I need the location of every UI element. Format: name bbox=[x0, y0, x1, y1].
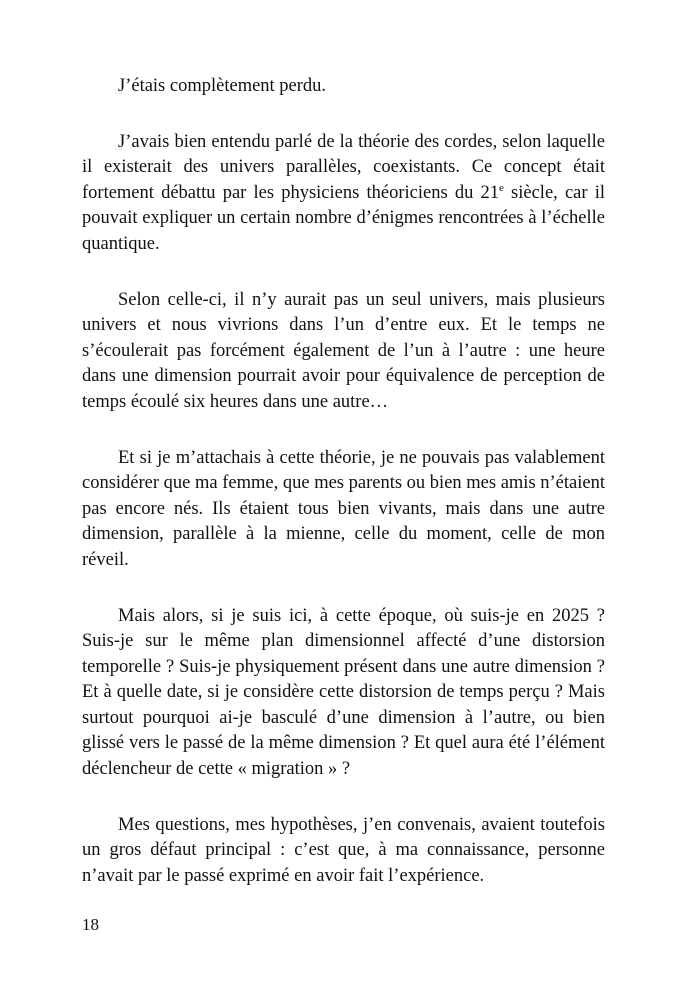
paragraph-3: Selon celle-ci, il n’y aurait pas un seul univers, mais plusieurs univers et nous vivrions dans l’un d’entre eux. Et le temps ne s’écoulerait pas forcément également de l’un à l’autre : une heure dans une dimension pourrait avoir pour équivalence de perception de temps écoulé six heures dans une autre… bbox=[82, 289, 605, 412]
paragraph-2 bbox=[82, 130, 605, 258]
paragraph-1: J’étais complètement perdu. bbox=[118, 76, 327, 96]
page-number: 18 bbox=[82, 915, 99, 934]
paragraph-2-text-after-superscript: siècle, car il pouvait expliquer un certain nombre d’énigmes rencontrées à l’échelle quantique. bbox=[82, 182, 605, 254]
paragraph-6: Mes questions, mes hypothèses, j’en convenais, avaient toutefois un gros défaut principal : c’est que, à ma connaissance, personne n’avait par le passé exprimé en avoir fait l’expérience. bbox=[82, 814, 605, 886]
paragraph-2-text-before-superscript: J’avais bien entendu parlé de la théorie des cordes, selon laquelle il existerait des univers parallèles, coexistants. Ce concept était fortement débattu par les physiciens théoriciens du 21 bbox=[82, 131, 605, 203]
paragraph-5: Mais alors, si je suis ici, à cette époque, où suis-je en 2025 ? Suis-je sur le même plan dimensionnel affecté d’une distorsion temporelle ? Suis-je physiquement présent dans une autre dimension ? Et à quelle date, si je considère cette distorsion de temps perçu ? Mais surtout pourquoi ai-je basculé d’une dimension à l’autre, ou bien glissé vers le passé de la même dimension ? Et quel aura été l’élément déclencheur de cette « migration » ? bbox=[82, 605, 605, 780]
page-body bbox=[82, 74, 605, 919]
paragraph-4: Et si je m’attachais à cette théorie, je ne pouvais pas valablement considérer que ma femme, que mes parents ou bien mes amis n’étaient pas encore nés. Ils étaient tous bien vivants, mais dans une autre dimension, parallèle à la mienne, celle du moment, celle de mon réveil. bbox=[82, 447, 605, 570]
century-superscript: e bbox=[498, 181, 504, 194]
